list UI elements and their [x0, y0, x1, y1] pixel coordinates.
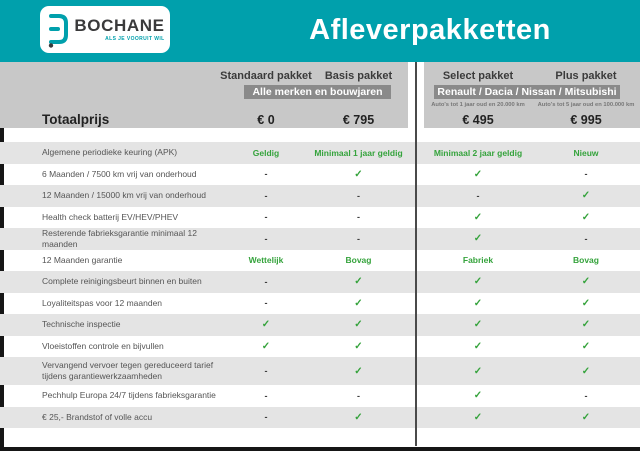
dash-mark: -: [357, 390, 360, 401]
select-age-caption: Auto's tot 1 jaar oud en 20.000 km: [431, 102, 525, 108]
row-label: 6 Maanden / 7500 km vrij van onderhoud: [42, 168, 197, 179]
price-basis: € 795: [342, 112, 375, 127]
table-row: [0, 314, 640, 336]
check-icon: ✓: [581, 276, 591, 288]
table-row: [0, 185, 640, 207]
cell-value: Bovag: [345, 255, 372, 266]
bottom-border: [0, 447, 640, 451]
row-label: Resterende fabrieksgarantie minimaal 12 maanden: [42, 228, 197, 249]
table-row: [0, 407, 640, 429]
check-icon: ✓: [473, 233, 483, 245]
dash-mark: -: [357, 212, 360, 223]
cell-value: Geldig: [252, 147, 280, 158]
cell-value: Minimaal 1 jaar geldig: [314, 147, 403, 158]
dash-mark: -: [357, 233, 360, 244]
package-plus-label: Plus pakket: [555, 70, 617, 82]
dash-mark: -: [264, 212, 268, 223]
table-body: [0, 142, 640, 428]
dash-mark: -: [357, 190, 360, 201]
row-label: € 25,- Brandstof of volle accu: [42, 411, 153, 422]
table-row: [0, 293, 640, 315]
row-label: Health check batterij EV/HEV/PHEV: [42, 211, 179, 222]
package-select-label: Select pakket: [442, 70, 514, 82]
dash-mark: -: [264, 190, 268, 201]
bottom-spacer: [0, 428, 640, 447]
check-icon: ✓: [473, 211, 483, 223]
dash-mark: -: [264, 412, 268, 423]
table-row: [0, 207, 640, 229]
check-icon: ✓: [354, 276, 363, 288]
bochane-logo-icon: [45, 12, 69, 48]
row-label: 12 Maanden / 15000 km vrij van onderhoud: [42, 190, 206, 201]
package-basis-label: Basis pakket: [324, 70, 393, 82]
check-icon: ✓: [581, 297, 591, 309]
check-icon: ✓: [261, 319, 271, 331]
dash-mark: -: [264, 390, 268, 401]
check-icon: ✓: [581, 411, 591, 423]
brand-tagline: ALS JE VOORUIT WIL: [105, 36, 165, 42]
cell-value: Bovag: [573, 255, 599, 266]
check-icon: ✓: [354, 319, 363, 331]
check-icon: ✓: [581, 190, 591, 202]
group-banner-renault-group: Renault / Dacia / Nissan / Mitsubishi: [434, 85, 620, 99]
check-icon: ✓: [473, 411, 483, 423]
check-icon: ✓: [354, 340, 363, 352]
price-standaard: € 0: [257, 112, 275, 127]
check-icon: ✓: [473, 168, 483, 180]
header-grid: [0, 62, 640, 128]
table-row: [0, 336, 640, 358]
cell-value: Wettelijk: [248, 255, 284, 266]
price-select: € 495: [462, 112, 494, 127]
check-icon: ✓: [473, 297, 483, 309]
check-icon: ✓: [473, 276, 483, 288]
table-row: [0, 164, 640, 186]
dash-mark: -: [264, 169, 268, 180]
cell-value: Minimaal 2 jaar geldig: [433, 147, 523, 158]
table-row: [0, 385, 640, 407]
dash-mark: -: [584, 169, 588, 180]
check-icon: ✓: [261, 340, 271, 352]
row-label: Vloeistoffen controle en bijvullen: [42, 340, 164, 351]
row-label: Technische inspectie: [42, 319, 121, 330]
cell-value: Fabriek: [462, 255, 494, 266]
table-row: [0, 271, 640, 293]
check-icon: ✓: [354, 297, 363, 309]
check-icon: ✓: [581, 319, 591, 331]
dash-mark: -: [264, 298, 268, 309]
dash-mark: -: [584, 233, 588, 244]
page-title: Afleverpakketten: [309, 14, 551, 46]
top-banner: [0, 0, 640, 62]
brand-logo: [40, 6, 170, 53]
check-icon: ✓: [581, 340, 591, 352]
table-row: [0, 142, 640, 164]
row-label: 12 Maanden garantie: [42, 254, 123, 265]
brand-name: BOCHANE: [74, 16, 165, 35]
check-icon: ✓: [581, 365, 591, 377]
row-label: Vervangend vervoer tegen gereduceerd tarief tijdens garantiewerkzaamheden: [42, 360, 214, 381]
dash-mark: -: [264, 366, 268, 376]
check-icon: ✓: [473, 365, 483, 377]
table-row: [0, 228, 640, 250]
dash-mark: -: [476, 190, 480, 201]
brand-text: [74, 17, 164, 42]
column-divider: [415, 62, 417, 446]
row-label: Pechhulp Europa 24/7 tijdens fabrieksgarantie: [42, 390, 216, 401]
row-label: Algemene periodieke keuring (APK): [42, 147, 178, 158]
row-label: Loyaliteitspas voor 12 maanden: [42, 297, 163, 308]
dash-mark: -: [264, 276, 268, 287]
dash-mark: -: [584, 390, 588, 401]
row-label: Complete reinigingsbeurt binnen en buiten: [42, 276, 202, 287]
dash-mark: -: [264, 233, 268, 244]
check-icon: ✓: [354, 411, 363, 423]
group-banner-all-brands: Alle merken en bouwjaren: [244, 85, 391, 99]
check-icon: ✓: [473, 319, 483, 331]
spacer-row: [0, 128, 640, 142]
check-icon: ✓: [473, 340, 483, 352]
table-row: [0, 357, 640, 385]
cell-value: Nieuw: [573, 147, 599, 158]
check-icon: ✓: [581, 211, 591, 223]
table-row: [0, 250, 640, 272]
check-icon: ✓: [354, 168, 363, 180]
total-price-label: Totaalprijs: [42, 112, 110, 127]
plus-age-caption: Auto's tot 5 jaar oud en 100.000 km: [537, 102, 635, 108]
check-icon: ✓: [473, 390, 483, 402]
package-standaard-label: Standaard pakket: [220, 70, 312, 82]
check-icon: ✓: [354, 365, 363, 377]
price-plus: € 995: [570, 112, 602, 127]
table-header-band: [0, 62, 640, 128]
